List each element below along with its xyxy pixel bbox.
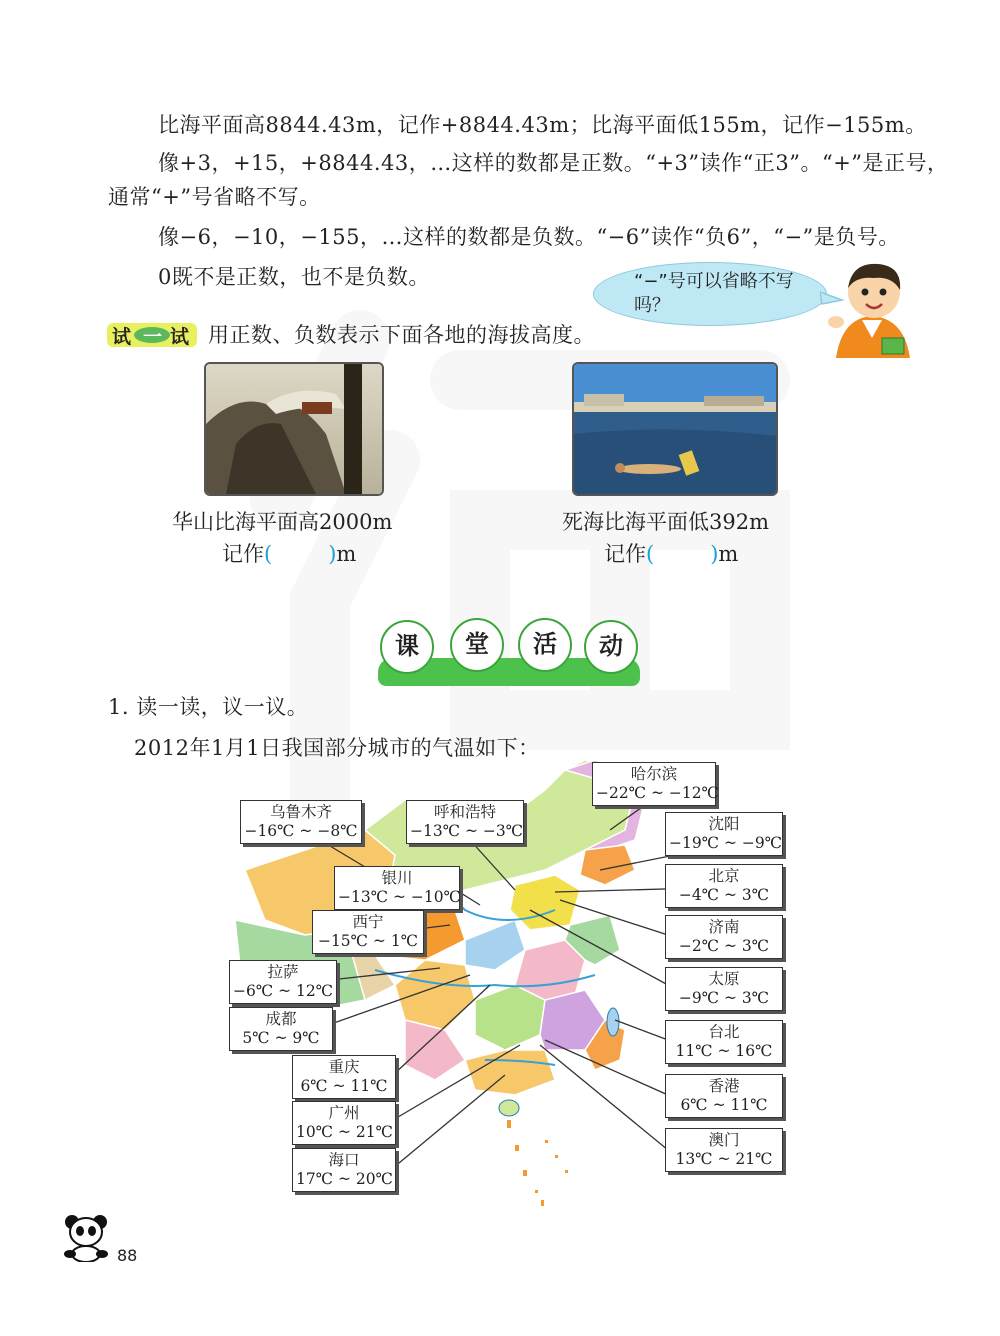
city-temp: 10℃ ~ 21℃ <box>296 1123 393 1141</box>
city-box-lhasa <box>229 960 337 1004</box>
city-temp: −4℃ ~ 3℃ <box>678 886 770 904</box>
city-box-harbin <box>592 762 719 806</box>
city-name: 乌鲁木齐 <box>269 803 332 821</box>
city-box-shenyang <box>665 812 783 856</box>
city-temp: 5℃ ~ 9℃ <box>242 1029 320 1047</box>
paragraph-zero: 0既不是正数，也不是负数。 <box>158 265 430 289</box>
paren-close: ) <box>328 542 337 566</box>
activity-char-3: 活 <box>518 618 572 672</box>
bubble-text: “−”号可以省略不写吗？ <box>634 271 794 316</box>
city-box-urumqi <box>240 800 362 844</box>
try-badge-char-3: 试 <box>170 326 190 348</box>
city-temp: −2℃ ~ 3℃ <box>678 937 770 955</box>
city-name: 银川 <box>381 869 413 887</box>
record-label: 记作 <box>604 542 646 566</box>
panda-icon <box>62 1212 112 1262</box>
unit: m <box>718 542 739 566</box>
huashan-caption: 华山比海平面高2000m <box>172 510 393 534</box>
city-name: 重庆 <box>328 1058 360 1076</box>
paren-open: ( <box>264 542 273 566</box>
city-temp: 6℃ ~ 11℃ <box>680 1096 768 1114</box>
paragraph-negative-numbers: 像−6，−10，−155，…这样的数都是负数。“−6”读作“负6”，“−”是负号。 <box>158 225 900 249</box>
city-box-yinchuan <box>334 866 460 910</box>
city-temp: −16℃ ~ −8℃ <box>244 822 358 840</box>
city-box-chongqing <box>292 1055 396 1099</box>
city-name: 西宁 <box>352 913 384 931</box>
city-temp: −9℃ ~ 3℃ <box>678 989 770 1007</box>
city-box-jinan <box>665 915 783 959</box>
activity-char-2: 堂 <box>450 618 504 672</box>
paren-open: ( <box>646 542 655 566</box>
city-box-guangzhou <box>292 1101 396 1145</box>
try-instruction: 用正数、负数表示下面各地的海拔高度。 <box>208 323 595 347</box>
record-label: 记作 <box>222 542 264 566</box>
city-name: 济南 <box>708 918 740 936</box>
city-name: 北京 <box>708 867 740 885</box>
city-name: 沈阳 <box>708 815 740 833</box>
city-name: 澳门 <box>708 1131 740 1149</box>
city-box-xining <box>312 910 424 954</box>
city-name: 广州 <box>328 1104 360 1122</box>
city-name: 哈尔滨 <box>630 765 678 783</box>
city-box-hohhot <box>406 800 524 844</box>
city-temp: −13℃ ~ −3℃ <box>410 822 524 840</box>
activity-char-1: 课 <box>380 620 434 674</box>
city-temp: 13℃ ~ 21℃ <box>675 1150 773 1168</box>
paren-close: ) <box>710 542 719 566</box>
city-temp: −6℃ ~ 12℃ <box>233 982 334 1000</box>
try-badge-char-2: 一 <box>143 326 163 348</box>
city-box-macau <box>665 1128 783 1172</box>
city-temp: 6℃ ~ 11℃ <box>300 1077 388 1095</box>
dead-sea-caption: 死海比海平面低392m <box>562 510 769 534</box>
city-temp: 11℃ ~ 16℃ <box>675 1042 773 1060</box>
city-temp: −15℃ ~ 1℃ <box>317 932 419 950</box>
city-temp: 17℃ ~ 20℃ <box>296 1170 393 1188</box>
city-box-taipei <box>665 1020 783 1064</box>
city-box-beijing <box>665 864 783 908</box>
city-name: 香港 <box>708 1077 740 1095</box>
activity-char-4: 动 <box>584 620 638 674</box>
city-temp: −22℃ ~ −12℃ <box>596 784 719 802</box>
paragraph-positive-numbers: 像+3，+15，+8844.43，…这样的数都是正数。“+3”读作“正3”。“+”是正号， <box>158 151 949 175</box>
city-temp: −19℃ ~ −9℃ <box>669 834 783 852</box>
city-box-haikou <box>292 1148 396 1192</box>
city-box-hongkong <box>665 1074 783 1118</box>
page-number: 88 <box>117 1246 138 1265</box>
city-name: 海口 <box>328 1151 360 1169</box>
paragraph-positive-numbers-cont: 通常“+”号省略不写。 <box>108 185 321 209</box>
city-name: 台北 <box>708 1023 740 1041</box>
city-temp: −13℃ ~ −10℃ <box>338 888 461 906</box>
section-heading: 1. 读一读，议一议。 <box>108 695 309 719</box>
unit: m <box>336 542 357 566</box>
city-name: 呼和浩特 <box>433 803 496 821</box>
city-name: 成都 <box>265 1010 297 1028</box>
section-intro: 2012年1月1日我国部分城市的气温如下： <box>134 736 540 760</box>
city-name: 拉萨 <box>267 963 299 981</box>
city-name: 太原 <box>708 970 740 988</box>
city-box-taiyuan <box>665 967 783 1011</box>
try-badge-char-1: 试 <box>112 326 132 348</box>
city-box-chengdu <box>229 1007 333 1051</box>
paragraph-sea-level: 比海平面高8844.43m，记作+8844.43m；比海平面低155m，记作−155m。 <box>158 113 927 137</box>
